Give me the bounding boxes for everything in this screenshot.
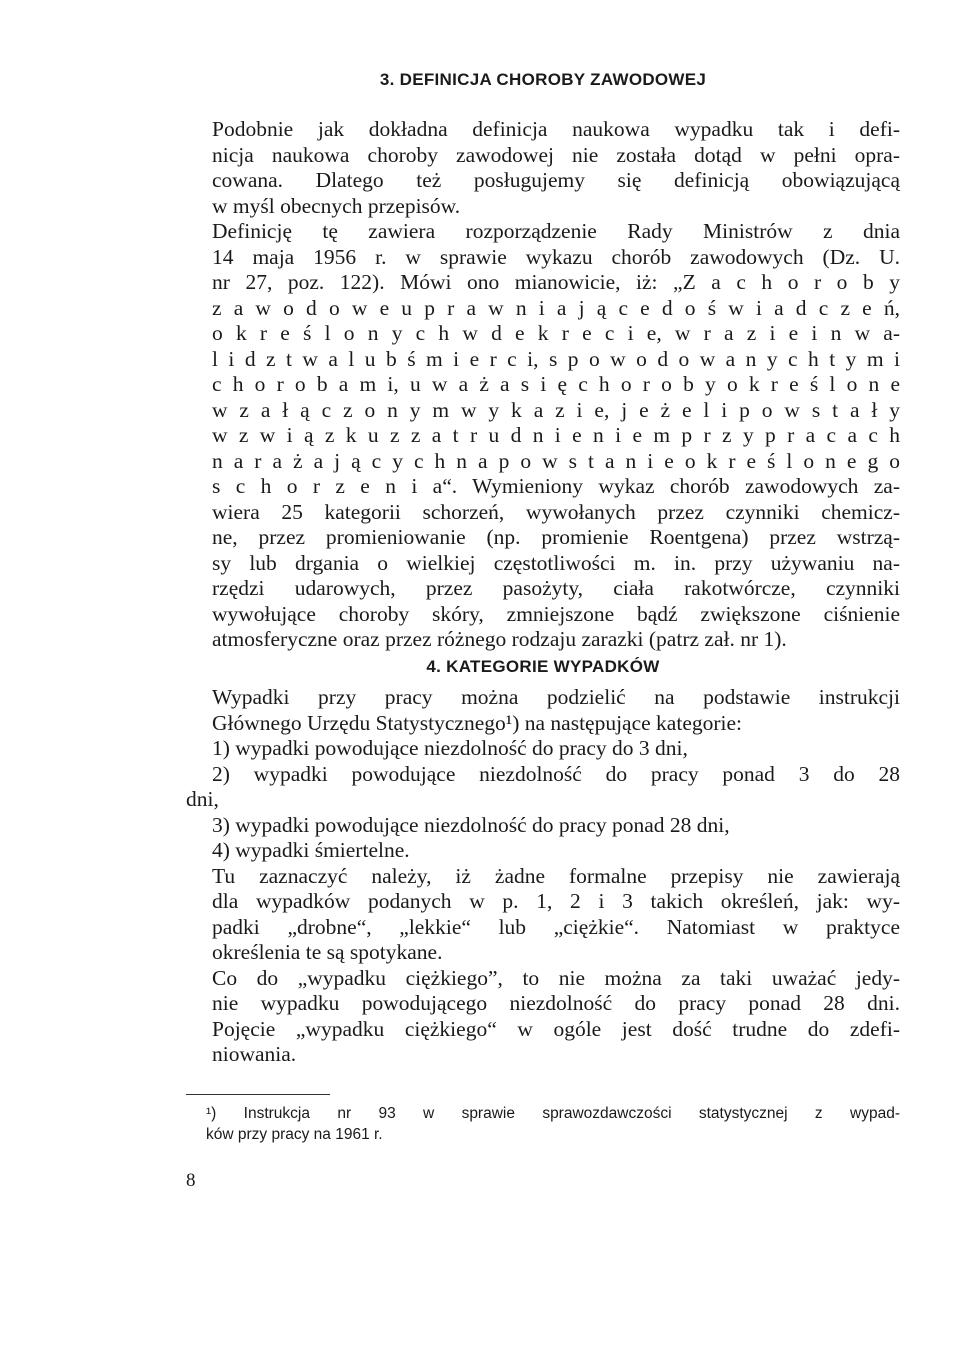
text-line: określenia te są spotykane. bbox=[212, 940, 443, 964]
section-heading-4: 4. KATEGORIE WYPADKÓW bbox=[426, 657, 660, 676]
text-line: Definicję tę zawiera rozporządzenie Rady Ministrów z dnia bbox=[212, 219, 900, 243]
section-4-body bbox=[186, 685, 900, 1068]
text-line: o k r e ś l o n y c h w d e k r e c i e, w r a z i e i n w a- bbox=[212, 321, 900, 345]
text-line: l i d z t w a l u b ś m i e r c i, s p o w o d o w a n y c h t y m i bbox=[212, 346, 900, 371]
text-line: Podobnie jak dokładna definicja naukowa wypadku tak i defi- bbox=[212, 117, 900, 141]
text-line: dla wypadków podanych w p. 1, 2 i 3 takich określeń, jak: wy- bbox=[212, 889, 900, 913]
list-item: 4) wypadki śmiertelne. bbox=[212, 838, 410, 862]
text-line: atmosferyczne oraz przez różnego rodzaju zarazki (patrz zał. nr 1). bbox=[212, 627, 787, 651]
footnote-line: ków przy pracy na 1961 r. bbox=[206, 1126, 383, 1143]
section-3-body bbox=[186, 117, 900, 653]
paragraph-co bbox=[186, 966, 900, 1068]
text-line: cowana. Dlatego też posługujemy się definicją obowiązującą bbox=[212, 168, 900, 192]
paragraph-intro bbox=[186, 685, 900, 736]
text-line: wiera 25 kategorii schorzeń, wywołanych przez czynniki chemicz- bbox=[212, 499, 900, 524]
text-line: padki „drobne“, „lekkie“ lub „ciężkie“. Natomiast w praktyce bbox=[212, 914, 900, 939]
text-line: Co do „wypadku ciężkiego”, to nie można za taki uważać jedy- bbox=[212, 965, 900, 990]
text-line: wywołujące choroby skóry, zmniejszone bądź zwiększone ciśnienie bbox=[212, 601, 900, 626]
text-line: Tu zaznaczyć należy, iż żadne formalne przepisy nie zawierają bbox=[212, 863, 900, 888]
text-line: rzędzi udarowych, przez pasożyty, ciała rakotwórcze, czynniki bbox=[212, 576, 900, 600]
text-line: nr 27, poz. 122). Mówi ono mianowicie, iż: „Z a c h o r o b y bbox=[212, 270, 900, 294]
paragraph-2 bbox=[186, 219, 900, 653]
section-heading-3: 3. DEFINICJA CHOROBY ZAWODOWEJ bbox=[379, 70, 707, 89]
text-line: s c h o r z e n i a“. Wymieniony wykaz chorób zawodowych za- bbox=[212, 474, 900, 498]
page-number: 8 bbox=[186, 1170, 196, 1191]
text-line: ne, przez promieniowanie (np. promienie Roentgena) przez wstrzą- bbox=[212, 525, 900, 549]
text-line: w z a ł ą c z o n y m w y k a z i e, j e ż e l i p o w s t a ł y bbox=[212, 397, 900, 422]
text-line: niowania. bbox=[212, 1042, 297, 1066]
text-line: w myśl obecnych przepisów. bbox=[212, 193, 461, 218]
text-line: nicja naukowa choroby zawodowej nie została dotąd w pełni opra- bbox=[212, 142, 900, 167]
text-line: nie wypadku powodującego niezdolność do pracy ponad 28 dni. bbox=[212, 991, 900, 1015]
text-line: w z w i ą z k u z z a t r u d n i e n i e m p r z y p r a c a c h bbox=[212, 423, 900, 447]
text-line: Głównego Urzędu Statystycznego¹) na następujące kategorie: bbox=[212, 710, 743, 735]
list-item: 3) wypadki powodujące niezdolność do pracy ponad 28 dni, bbox=[212, 812, 730, 837]
text-line: Wypadki przy pracy można podzielić na podstawie instrukcji bbox=[212, 685, 900, 709]
footnote-line: ¹) Instrukcja nr 93 w sprawie sprawozdawczości statystycznej z wypad- bbox=[206, 1105, 900, 1122]
paragraph-tu bbox=[186, 864, 900, 966]
list-item: 1) wypadki powodujące niezdolność do pracy do 3 dni, bbox=[212, 736, 688, 760]
text-line: c h o r o b a m i, u w a ż a s i ę c h o r o b y o k r e ś l o n e bbox=[212, 372, 900, 396]
text-line: n a r a ż a j ą c y c h n a p o w s t a n i e o k r e ś l o n e g o bbox=[212, 448, 900, 473]
list-item-continuation: dni, bbox=[186, 787, 219, 811]
paragraph-1 bbox=[186, 117, 900, 219]
text-line: Pojęcie „wypadku ciężkiego“ w ogóle jest dość trudne do zdefi- bbox=[212, 1016, 900, 1041]
text-line: 14 maja 1956 r. w sprawie wykazu chorób zawodowych (Dz. U. bbox=[212, 244, 900, 269]
footnote bbox=[186, 1103, 900, 1145]
footnote-divider bbox=[186, 1094, 330, 1095]
list-item: 2) wypadki powodujące niezdolność do pracy ponad 3 do 28 bbox=[212, 761, 900, 786]
text-line: z a w o d o w e u p r a w n i a j ą c e d o ś w i a d c z e ń, bbox=[212, 295, 900, 320]
text-line: sy lub drgania o wielkiej częstotliwości m. in. przy używaniu na- bbox=[212, 550, 900, 575]
